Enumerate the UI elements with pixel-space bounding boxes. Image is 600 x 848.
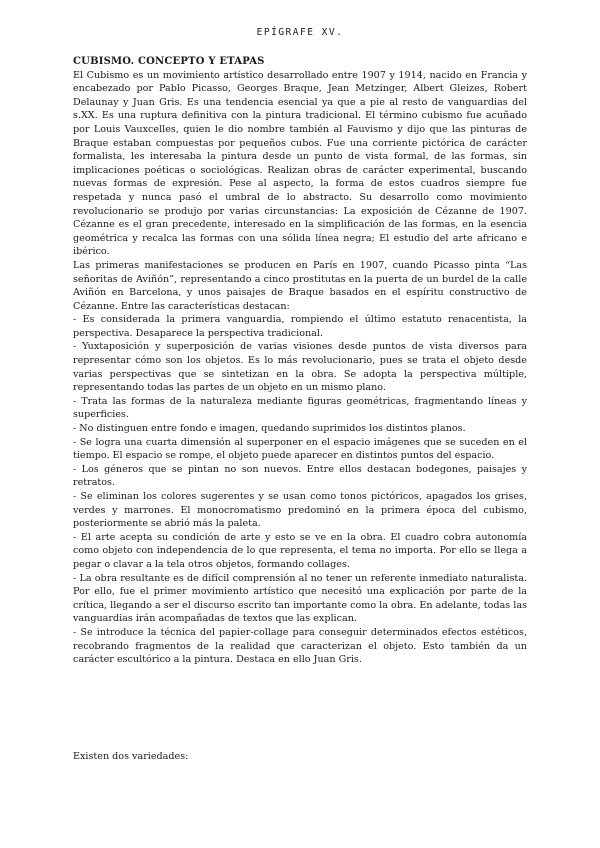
feature-item: - Se introduce la técnica del papier-collage para conseguir determinados efectos estéticos, recobrando fragmentos de la realidad que caracterizan el objeto. Esto también da un carácter escultórico a la pintura. Destaca en ello Juan Gris.: [73, 626, 527, 666]
section-title: CUBISMO. CONCEPTO Y ETAPAS: [73, 56, 265, 67]
feature-item: - El arte acepta su condición de arte y esto se ve en la obra. El cuadro cobra autonomía como objeto con independencia de lo que representa, el tema no importa. Por ello se llega a pegar o clavar a la tela otros objetos, formando collages.: [73, 531, 527, 570]
feature-item: - Trata las formas de la naturaleza mediante figuras geométricas, fragmentando líneas y superficies.: [73, 395, 527, 421]
feature-item: - Se logra una cuarta dimensión al superponer en el espacio imágenes que se suceden en el tiempo. El espacio se rompe, el objeto puede aparecer en distintos puntos del espacio.: [73, 436, 527, 462]
page-header: EPÍGRAFE XV.: [256, 27, 344, 38]
feature-item: - Se eliminan los colores sugerentes y se usan como tonos pictóricos, apagados los grises, verdes y marrones. El monocromatismo predominó en la primera época del cubismo, posteriormente se abrió más la paleta.: [73, 491, 527, 530]
closing-line: Existen dos variedades:: [73, 751, 189, 762]
feature-item: - Es considerada la primera vanguardia, rompiendo el último estatuto renacentista, la perspectiva. Desaparece la perspectiva tradicional.: [73, 314, 527, 339]
feature-item: - Los géneros que se pintan no son nuevos. Entre ellos destacan bodegones, paisajes y retratos.: [73, 463, 527, 489]
feature-item: - No distinguen entre fondo e imagen, quedando suprimidos los distintos planos.: [73, 423, 466, 435]
context-paragraph: Las primeras manifestaciones se producen en París en 1907, cuando Picasso pinta “Las señoritas de Aviñón”, representando a cinco prostitutas en la puerta de un burdel de la calle Aviñón en Barcelona, y unos paisajes de Braque basados en el espíritu constructivo de Cézanne. Entre las características destacan:: [73, 259, 527, 312]
intro-paragraph: El Cubismo es un movimiento artístico desarrollado entre 1907 y 1914, nacido en Francia y encabezado por Pablo Picasso, Georges Braque, Jean Metzinger, Albert Gleizes, Robert Delaunay y Juan Gris. Es una tendencia esencial ya que a pie al resto de vanguardias del s.XX. Es una ruptura definitiva con la pintura tradicional. El término cubismo fue acuñado por Louis Vauxcelles, quien le dio nombre también al Fauvismo y dijo que las pinturas de Braque estaban compuestas por pequeños cubos. Fue una corriente pictórica de carácter formalista, les interesaba la pintura desde un punto de vista formal, de las formas, sin implicaciones poéticas o sociológicas. Realizan obras de carácter experimental, buscando nuevas formas de expresión. Pese al aspecto, la forma de estos cuadros siempre fue respetada y nunca pasó el umbral de lo abstracto. Su desarrollo como movimiento revolucionario se produjo por varias circunstancias: La exposición de Cézanne de 1907. Cézanne es el gran precedente, interesado en la simplificación de las formas, en la esencia geométrica y recalca las formas con una sólida línea negra; El estudio del arte africano e ibérico.: [73, 69, 527, 258]
feature-item: - Yuxtaposición y superposición de varias visiones desde puntos de vista diversos para representar cómo son los objetos. Es lo más revolucionario, pues se trata el objeto desde varias perspectivas que se sintetizan en la obra. Se adopta la perspectiva múltiple, representando todas las partes de un objeto en un mismo plano.: [73, 341, 527, 394]
feature-item: - La obra resultante es de difícil comprensión al no tener un referente inmediato naturalista. Por ello, fue el primer movimiento artístico que necesitó una explicación por parte de la crítica, llegando a ser el discurso escrito tan importante como la obra. En adelante, todas las vanguardias irán acompañadas de textos que las explican.: [73, 572, 527, 625]
document-body: [73, 55, 527, 667]
